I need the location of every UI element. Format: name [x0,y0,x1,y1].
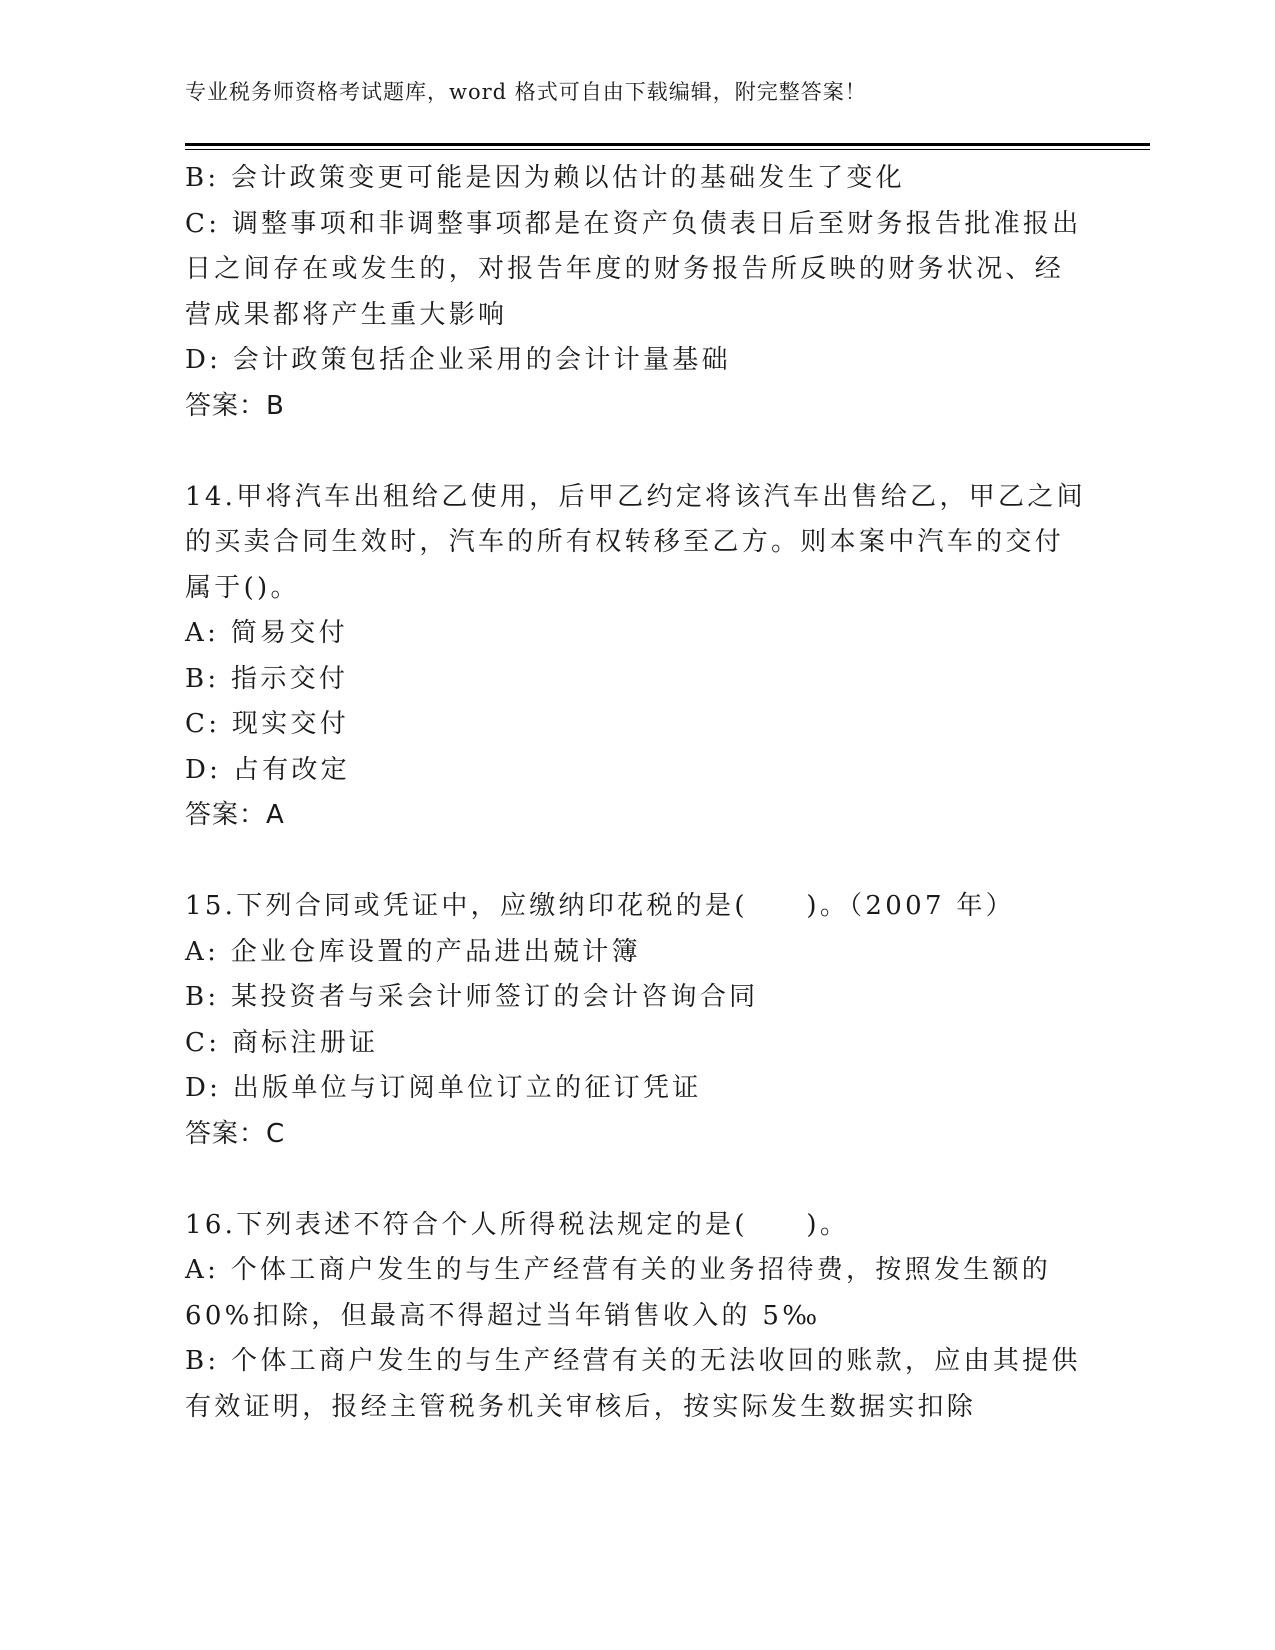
page-header: 专业税务师资格考试题库，word 格式可自由下载编辑，附完整答案！ [185,80,867,104]
header-rule-thin [185,149,1150,150]
question-14 [185,475,1086,839]
question-content [185,156,1086,1430]
q15-option-c: C: 商标注册证 [185,1027,379,1058]
spacer [185,429,1065,475]
q16-option-a-line-2: 60%扣除，但最高不得超过当年销售收入的 5‰ [185,1300,821,1331]
header-rule [185,143,1150,146]
question-13 [185,156,1082,429]
q13-option-c-line-2: 日之间存在或发生的，对报告年度的财务报告所反映的财务状况、经 [185,254,1065,284]
q13-option-d: D: 会计政策包括企业采用的会计计量基础 [185,345,731,375]
q16-stem: 16.下列表述不符合个人所得税法规定的是( )。 [185,1209,850,1240]
q14-option-d: D: 占有改定 [185,754,350,785]
q14-stem-line-2: 的买卖合同生效时，汽车的所有权转移至乙方。则本案中汽车的交付 [185,527,1065,557]
q14-option-c: C: 现实交付 [185,709,350,739]
q13-answer: 答案：B [185,390,285,421]
question-16 [185,1203,1081,1431]
q14-stem-line-1: 14.甲将汽车出租给乙使用，后甲乙约定将该汽车出售给乙，甲乙之间 [185,481,1086,512]
q14-option-a: A: 简易交付 [185,618,348,648]
q15-option-d: D: 出版单位与订阅单位订立的征订凭证 [185,1073,702,1103]
q13-option-c-line-1: C: 调整事项和非调整事项都是在资产负债表日后至财务报告批准报出 [185,208,1082,239]
q14-stem-line-3: 属于()。 [185,572,300,603]
q16-option-b-line-1: B: 个体工商户发生的与生产经营有关的无法收回的账款，应由其提供 [185,1346,1081,1376]
question-15 [185,884,1065,1157]
q14-option-b: B: 指示交付 [185,663,349,694]
q15-stem: 15.下列合同或凭证中，应缴纳印花税的是( )。（2007 年） [185,891,1015,921]
spacer [185,839,1065,885]
q14-answer: 答案：A [185,800,285,830]
q16-option-b-line-2: 有效证明，报经主管税务机关审核后，按实际发生数据实扣除 [185,1391,977,1422]
q15-option-a: A: 企业仓库设置的产品进出兢计簿 [185,936,641,967]
q13-option-c-line-3: 营成果都将产生重大影响 [185,299,508,330]
q13-option-b: B: 会计政策变更可能是因为赖以估计的基础发生了变化 [185,163,905,193]
spacer [185,1157,1065,1203]
q16-option-a-line-1: A: 个体工商户发生的与生产经营有关的业务招待费，按照发生额的 [185,1255,1052,1285]
q15-option-b: B: 某投资者与采会计师签订的会计咨询合同 [185,982,759,1012]
q15-answer: 答案：C [185,1118,286,1149]
